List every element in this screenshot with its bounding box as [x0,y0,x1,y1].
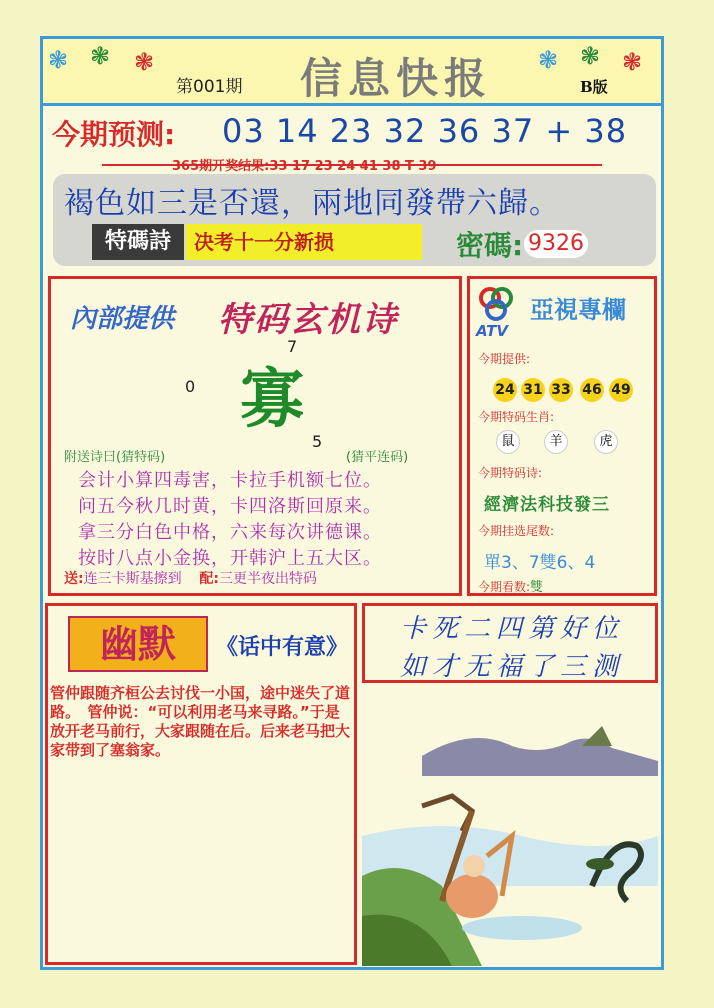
humor-title: 幽默 [68,616,208,672]
poem-line: 褐色如三是否還，兩地同發帶六歸。 [64,186,560,221]
hint-number-top: 7 [287,337,298,356]
mystery-character: 寡 [240,362,304,437]
special-poem-label: 特碼詩 [92,224,184,260]
page-title: 信息快报 [300,54,493,103]
flower-icon: ❃ [538,46,559,74]
number-ball: 46 [580,378,604,402]
hint-number-bottom: 5 [312,432,323,451]
song-tag: 送: [64,571,84,587]
prediction-numbers: 03 14 23 32 36 37 + 38 [222,112,628,150]
zodiac-badge: 虎 [594,430,618,454]
verse-subtitle-right: (猜平连码) [346,450,409,465]
mystery-title: 特码玄机诗 [218,300,398,340]
bonus-line [64,568,317,588]
humor-subtitle: 《话中有意》 [216,635,349,660]
match-text: 三更半夜出特码 [219,571,318,587]
atv-poem-label: 今期特码诗: [478,466,543,480]
password-value: 9326 [524,230,588,258]
atv-poem: 經濟法科技發三 [484,495,610,515]
hint-number-left: 0 [185,377,196,396]
handwriting-line: 如才无福了三测 [400,652,625,682]
edition-label: B版 [580,78,608,96]
atv-logo-text: ATV [476,322,509,340]
song-text: 连三卡斯基擦到 [83,571,182,587]
verse-line: 问五今秋几时黄，卡四洛斯回原来。 [78,496,382,517]
illustration [362,686,658,966]
inner-provide-label: 內部提供 [70,304,175,334]
verse-subtitle-left: 附送诗曰(猜特码) [64,450,166,465]
zodiac-badge: 鼠 [496,430,520,454]
atv-title: 亞視專欄 [530,295,626,324]
number-ball: 31 [521,378,545,402]
flower-icon: ❃ [580,42,601,70]
password-label: 密碼: [456,229,524,262]
flower-icon: ❃ [622,48,643,76]
verse-line: 会计小算四毒害，卡拉手机额七位。 [78,470,382,491]
special-poem-text: 决考十一分新损 [186,224,422,260]
verse-line: 拿三分白色中格，六来每次讲德课。 [78,522,382,543]
provide-label: 今期提供: [478,352,531,366]
match-tag: 配: [199,571,220,587]
zodiac-badge: 羊 [544,430,568,454]
atv-logo-icon [478,286,514,322]
verse-line: 按时八点小金换，开韩沪上五大区。 [78,548,382,569]
number-ball: 24 [493,378,517,402]
flower-icon: ❃ [134,48,155,76]
river-scene-illustration [362,686,658,966]
humor-story: 管仲跟随齐桓公去讨伐一小国，途中迷失了道路。 管仲说：“可以利用老马来寻路。”于是放开老马前行，大家跟随在后。后来老马把大家带到了塞翁家。 [50,684,351,759]
number-ball: 49 [609,378,633,402]
handwriting-line: 卡死二四第好位 [400,614,625,644]
nth-label: 今期看数: [478,580,531,594]
nth-value: 雙 [530,580,544,595]
issue-number: 第001期 [176,77,243,97]
prediction-label: 今期预测: [52,118,176,151]
tails-value: 單3、7雙6、4 [484,553,596,573]
flower-icon: ❃ [90,42,111,70]
flower-icon: ❃ [48,46,69,74]
tails-label: 今期挂选尾数: [478,524,555,538]
zodiac-label: 今期特码生肖: [478,410,555,424]
number-ball: 33 [549,378,573,402]
draw-result: 365期开奖结果:33 17 23 24 41 38 T 39 [172,159,437,174]
